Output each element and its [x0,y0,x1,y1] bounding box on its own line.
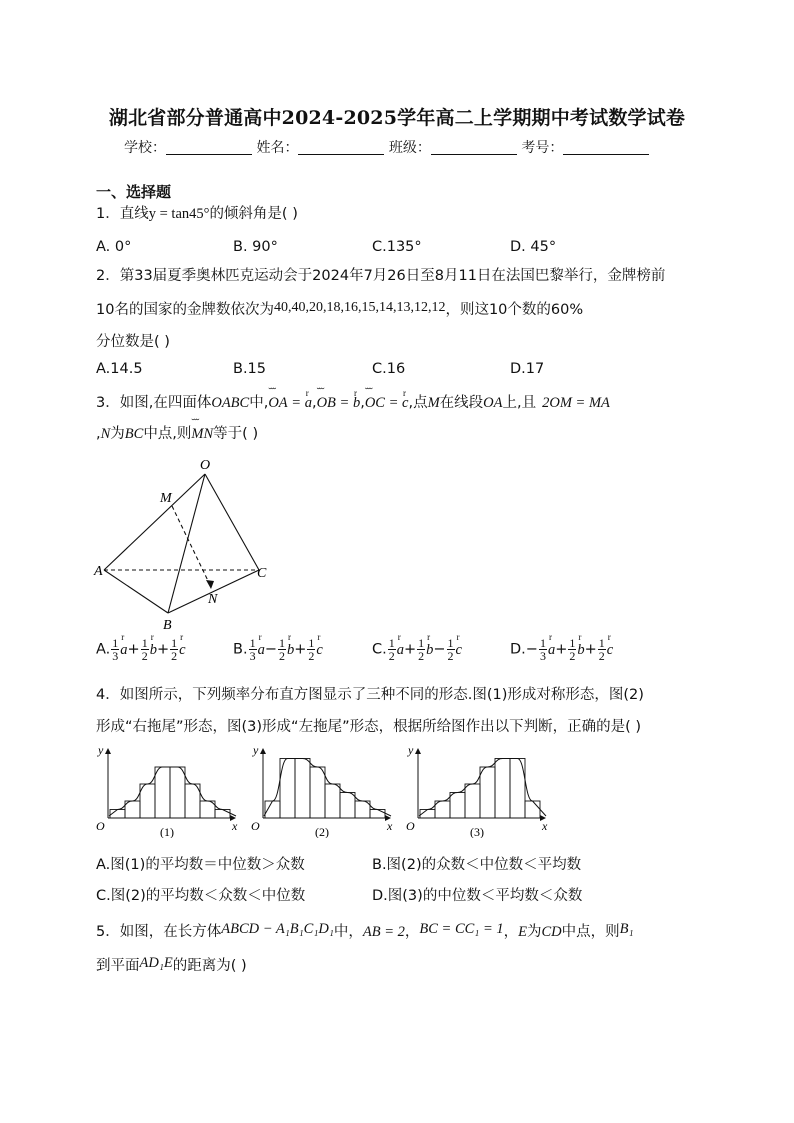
x-axis-label: x [232,819,238,833]
question-2-line3: 分位数是( ) [96,334,170,350]
exam-number-field[interactable] [563,140,649,155]
label-a: A [94,564,103,579]
question-number: 1． [96,206,120,222]
figure-caption: (2) [315,825,329,838]
q2-option-b[interactable]: B.15 [233,361,267,377]
vector-oa: ˘˘˘ OA = r a [268,395,312,411]
student-info-row [124,137,649,157]
question-4-line2: 形成“右拖尾”形态，图(3)形成“左拖尾”形态，根据所给图作出以下判断，正确的是( ) [96,719,642,735]
question-3-line1: 3．如图,在四面体OABC中,˘˘˘ OA = r a,˘˘˘ OB = r b,˘˘˘ OC = r c,点M在线段OA上,且 2OM = MA [96,393,610,413]
q1-text-post: 的倾斜角是( ) [209,206,298,222]
vector-ob: ˘˘˘ OB = r b [317,395,361,411]
class-label: 班级： [388,140,431,156]
vector-mn: ˘˘˘ MN [191,426,213,442]
school-label: 学校： [124,140,166,156]
histogram-bar [450,793,465,819]
q3-text-b: 在线段 [439,395,484,411]
q2-data-list: 40,40,20,18,16,15,14,13,12,12 [273,300,446,315]
q2-text-pre: 10名的国家的金牌数依次为 [96,302,274,318]
q2-text-post: ，则这10个数的60% [445,302,584,318]
q3-option-a[interactable]: A. $\frac{1}{3}$ r a+ $\frac{1}{2}$ r b+ $\frac{1}{2}$ r c [96,637,186,662]
histogram-bar [170,767,185,818]
edge-oa [104,474,205,570]
y-axis-label: y [408,744,414,757]
histogram-3 [404,744,552,838]
edge-ob [168,474,205,613]
q2-text: 第33届夏季奥林匹克运动会于2024年7月26日至8月11日在法国巴黎举行，金牌榜前 [119,268,666,284]
label-n: N [208,592,218,607]
q4-option-b[interactable]: B.图(2)的众数＜中位数＜平均数 [372,857,582,873]
q4-option-d[interactable]: D.图(3)的中位数＜平均数＜众数 [372,888,583,904]
q3-solid: OABC [211,395,250,411]
segment-oa-ref: OA [483,395,503,411]
vector-oc: ˘˘˘ OC = r c [365,395,409,411]
histogram-bar [295,759,310,819]
question-number: 3． [96,395,120,411]
page-title: 湖北省部分普通高中2024-2025学年高二上学期期中考试数学试卷 [108,107,686,129]
histogram-bar [310,767,325,818]
option-letter: C. [372,641,387,658]
question-4-line1 [96,685,644,705]
q3-line2-post: 等于( ) [213,426,259,442]
label-c: C [257,566,267,581]
label-m: M [160,491,172,506]
q5-t3: ， [503,924,519,940]
q2-option-d[interactable]: D.17 [510,361,545,377]
density-curve [264,759,391,817]
label-o: O [200,458,211,473]
q3-text-mid: 中, [249,395,269,411]
name-label: 姓名： [256,140,299,156]
q3-line2-pre: , [96,426,101,442]
option-letter: D. [510,641,526,658]
option-letter: A. [96,641,111,658]
q5-solid: ABCD − A₁B₁C₁D₁ [221,921,334,937]
q3-text-c: 上,且 [502,395,537,411]
tetrahedron-figure [90,452,290,634]
q5-cond-ab: AB = 2 [362,924,405,940]
q3-option-b[interactable]: B. $\frac{1}{3}$ r a− $\frac{1}{2}$ r b+ $\frac{1}{2}$ r c [233,637,323,662]
q5-plane: AD₁E [139,955,173,971]
q3-line2-mid: 为 [110,426,125,442]
q1-option-b[interactable]: B. 90° [233,239,278,255]
q5-text-pre: 如图，在长方体 [119,924,222,940]
segment-bc-ref: BC [124,426,144,442]
figure-caption: (3) [470,825,484,838]
exam-number-label: 考号： [521,140,564,156]
y-axis-arrow [260,748,266,754]
question-5-line1 [96,919,634,942]
histogram-bar [325,784,340,818]
histogram-bar [370,810,385,819]
school-field[interactable] [166,140,252,155]
q5-t2: ， [404,924,420,940]
histogram-bar [340,793,355,819]
question-2-line1 [96,266,665,286]
q5-point-b1: B₁ [619,921,634,937]
y-axis-arrow [105,748,111,754]
question-number: 2． [96,268,120,284]
q1-option-a[interactable]: A. 0° [96,239,132,255]
origin-label: O [251,819,260,833]
x-axis-label: x [542,819,548,833]
q1-option-c[interactable]: C.135° [372,239,422,255]
q5-cond-bc: BC = CC₁ = 1 [419,921,504,937]
q3-text-pre: 如图,在四面体 [119,395,212,411]
class-field[interactable] [431,140,517,155]
figure-caption: (1) [160,825,174,838]
q2-option-a[interactable]: A.14.5 [96,361,143,377]
histogram-bar [525,801,540,818]
question-number: 4． [96,687,120,703]
q2-option-c[interactable]: C.16 [372,361,406,377]
edge-ab [104,570,168,613]
q5-t4: 为 [526,924,542,940]
question-5-line2 [96,953,247,976]
point-m-ref: M [427,395,440,411]
origin-label: O [406,819,415,833]
x-axis-label: x [387,819,393,833]
q5-t1: 中， [333,924,363,940]
q3-line2-mid2: 中点,则 [143,426,192,442]
q3-option-c[interactable]: C. $\frac{1}{2}$ r a+ $\frac{1}{2}$ r b− $\frac{1}{2}$ r c [372,637,462,662]
histogram-2 [249,744,397,838]
question-number: 5． [96,924,120,940]
q3-option-d[interactable]: D.− $\frac{1}{3}$ r a+ $\frac{1}{2}$ r b+ $\frac{1}{2}$ r c [510,637,613,662]
arrow-head [206,580,214,589]
q5-line2-pre: 到平面 [96,958,140,974]
question-2-line2 [96,298,583,320]
origin-label: O [96,819,105,833]
q5-segment-cd: CD [541,924,562,940]
q3-condition: 2OM = MA [542,395,610,411]
q4-option-c[interactable]: C.图(2)的平均数＜众数＜中位数 [96,888,306,904]
y-axis-label: y [253,744,259,757]
histogram-bar [480,767,495,818]
q1-expression: y = tan45° [148,206,210,222]
label-b: B [163,618,172,633]
histogram-bar [465,784,480,818]
histogram-1 [94,744,242,838]
question-1 [96,204,298,224]
edge-oc [205,474,259,570]
q5-t5: 中点，则 [561,924,620,940]
histogram-bar [495,759,510,819]
point-n-ref: N [100,426,111,442]
option-letter: B. [233,641,248,658]
q3-text-a: 点 [413,395,428,411]
q1-text-pre: 直线 [119,206,149,222]
y-axis-arrow [415,748,421,754]
q4-text-1: 如图所示，下列频率分布直方图显示了三种不同的形态.图(1)形成对称形态，图(2) [119,687,644,703]
q4-option-a[interactable]: A.图(1)的平均数＝中位数＞众数 [96,857,305,873]
q5-line2-post: 的距离为( ) [172,958,247,974]
density-curve [109,767,236,816]
question-3-line2 [96,424,258,444]
histogram-bar [155,767,170,818]
histogram-bar [215,810,230,819]
q5-point-e: E [518,924,527,940]
name-field[interactable] [298,140,384,155]
section-heading: 一、选择题 [96,183,172,201]
y-axis-label: y [98,744,104,757]
q1-option-d[interactable]: D. 45° [510,239,557,255]
